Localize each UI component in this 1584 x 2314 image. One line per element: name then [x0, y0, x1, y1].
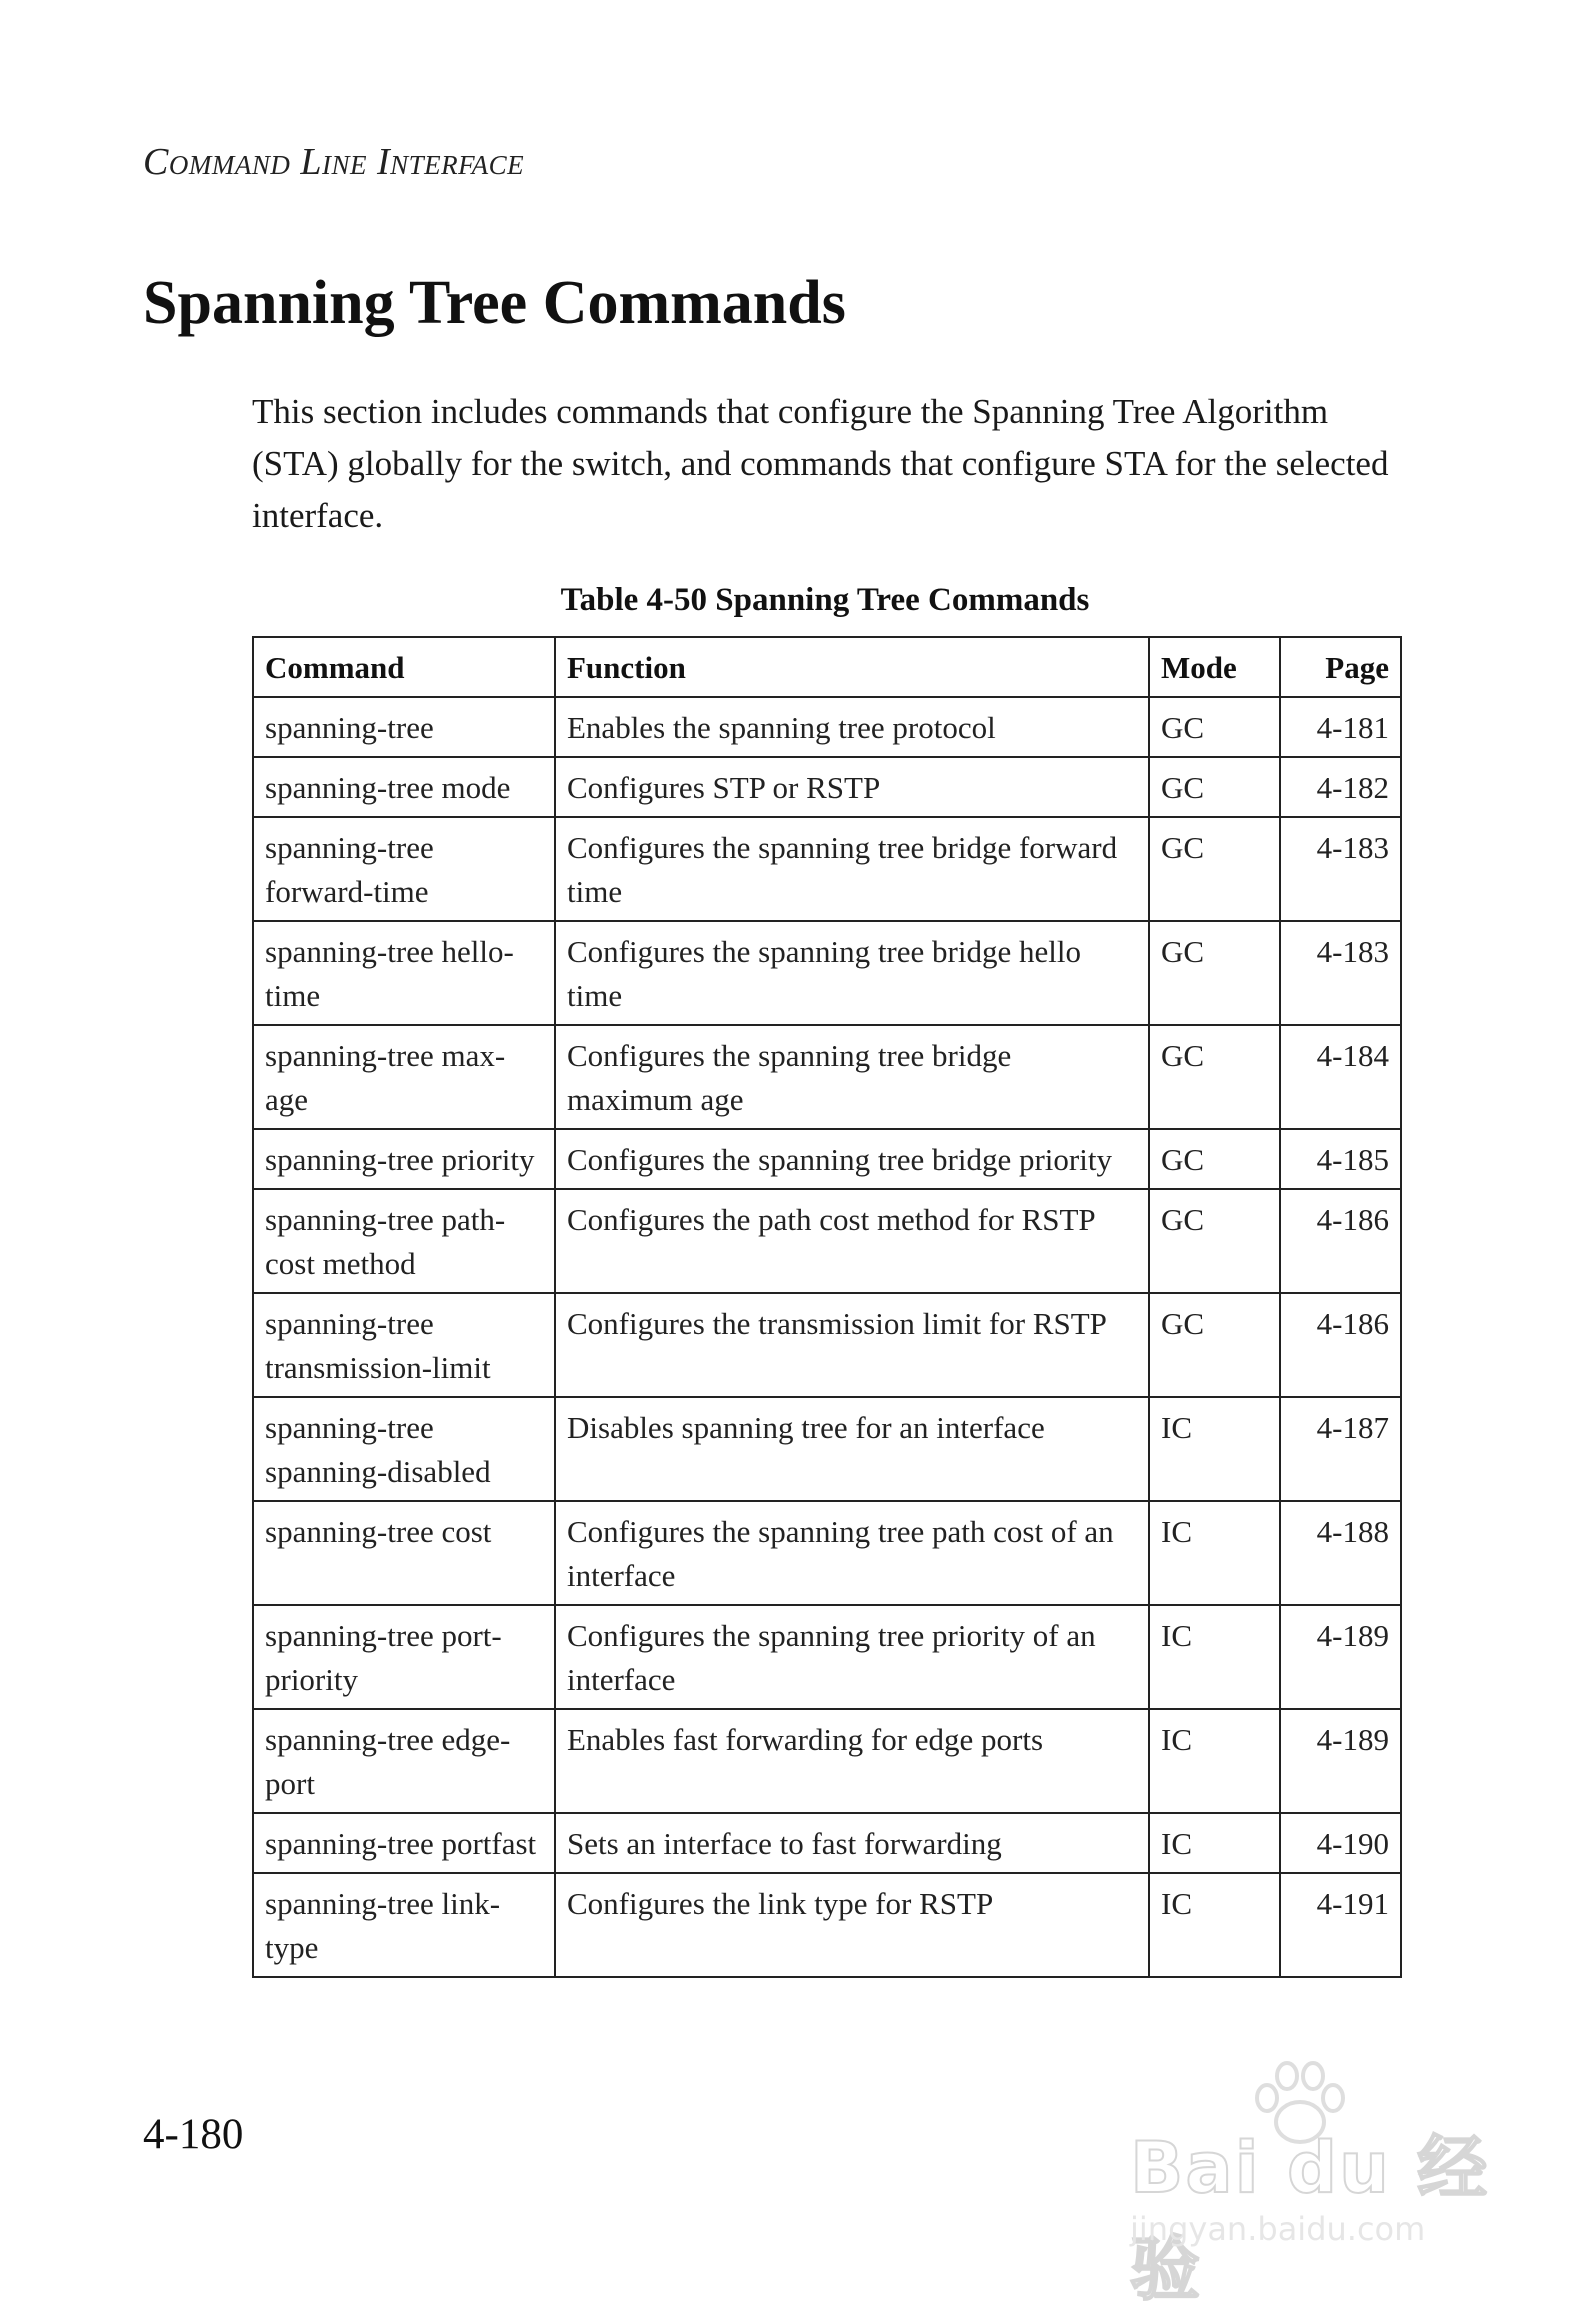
table-row: [253, 1605, 1401, 1709]
cell-mode: IC: [1149, 1813, 1280, 1873]
cell-command: spanning-tree: [253, 697, 555, 757]
cell-mode: IC: [1149, 1873, 1280, 1977]
table-row: [253, 757, 1401, 817]
cell-function: Configures the link type for RSTP: [555, 1873, 1149, 1977]
cell-page: 4-188: [1280, 1501, 1401, 1605]
cell-command: spanning-tree priority: [253, 1129, 555, 1189]
cell-mode: GC: [1149, 757, 1280, 817]
cell-command: spanning-tree link-type: [253, 1873, 555, 1977]
table-row: [253, 1025, 1401, 1129]
cell-command: spanning-tree forward-time: [253, 817, 555, 921]
table-row: [253, 921, 1401, 1025]
cell-page: 4-187: [1280, 1397, 1401, 1501]
table-header-row: [253, 637, 1401, 697]
cell-page: 4-184: [1280, 1025, 1401, 1129]
cell-page: 4-186: [1280, 1189, 1401, 1293]
cell-function: Configures the spanning tree bridge priority: [555, 1129, 1149, 1189]
cell-mode: IC: [1149, 1709, 1280, 1813]
table-row: [253, 697, 1401, 757]
cell-command: spanning-tree portfast: [253, 1813, 555, 1873]
cell-command: spanning-tree cost: [253, 1501, 555, 1605]
cell-function: Configures the spanning tree path cost of an interface: [555, 1501, 1149, 1605]
page-number: 4-180: [143, 2111, 244, 2158]
cell-function: Configures the spanning tree bridge forward time: [555, 817, 1149, 921]
table-row: [253, 1189, 1401, 1293]
table-row: [253, 1129, 1401, 1189]
cell-mode: IC: [1149, 1397, 1280, 1501]
cell-command: spanning-tree max-age: [253, 1025, 555, 1129]
cell-page: 4-190: [1280, 1813, 1401, 1873]
cell-function: Disables spanning tree for an interface: [555, 1397, 1149, 1501]
cell-mode: IC: [1149, 1605, 1280, 1709]
table-row: [253, 1397, 1401, 1501]
table-row: [253, 817, 1401, 921]
cell-page: 4-183: [1280, 817, 1401, 921]
table-row: [253, 1709, 1401, 1813]
table-row: [253, 1293, 1401, 1397]
cell-function: Enables the spanning tree protocol: [555, 697, 1149, 757]
cell-function: Configures the spanning tree priority of an interface: [555, 1605, 1149, 1709]
cell-mode: IC: [1149, 1501, 1280, 1605]
cell-function: Enables fast forwarding for edge ports: [555, 1709, 1149, 1813]
running-header: Command Line Interface: [143, 141, 525, 183]
cell-command: spanning-tree mode: [253, 757, 555, 817]
commands-table: [252, 636, 1402, 1978]
cell-mode: GC: [1149, 697, 1280, 757]
cell-command: spanning-tree transmission-limit: [253, 1293, 555, 1397]
cell-mode: GC: [1149, 921, 1280, 1025]
cell-command: spanning-tree hello-time: [253, 921, 555, 1025]
cell-page: 4-189: [1280, 1605, 1401, 1709]
cell-function: Configures the spanning tree bridge hello time: [555, 921, 1149, 1025]
intro-paragraph: This section includes commands that configure the Spanning Tree Algorithm (STA) globally for the switch, and commands that configure STA for the selected interface.: [252, 392, 1389, 535]
cell-page: 4-185: [1280, 1129, 1401, 1189]
table-row: [253, 1501, 1401, 1605]
cell-function: Configures the spanning tree bridge maximum age: [555, 1025, 1149, 1129]
cell-page: 4-191: [1280, 1873, 1401, 1977]
baidu-watermark: [1100, 2060, 1500, 2310]
column-header-command: Command: [253, 637, 555, 697]
cell-page: 4-181: [1280, 697, 1401, 757]
cell-command: spanning-tree port-priority: [253, 1605, 555, 1709]
table-row: [253, 1813, 1401, 1873]
cell-function: Configures the transmission limit for RSTP: [555, 1293, 1149, 1397]
cell-mode: GC: [1149, 817, 1280, 921]
table-row: [253, 1873, 1401, 1977]
watermark-brand: Bai du 经验: [1130, 2127, 1490, 2310]
cell-page: 4-183: [1280, 921, 1401, 1025]
cell-mode: GC: [1149, 1293, 1280, 1397]
cell-mode: GC: [1149, 1189, 1280, 1293]
column-header-page: Page: [1280, 637, 1401, 697]
column-header-mode: Mode: [1149, 637, 1280, 697]
cell-mode: GC: [1149, 1129, 1280, 1189]
cell-function: Configures the path cost method for RSTP: [555, 1189, 1149, 1293]
cell-page: 4-186: [1280, 1293, 1401, 1397]
watermark-url: jingyan.baidu.com: [1130, 2210, 1426, 2248]
cell-command: spanning-tree path-cost method: [253, 1189, 555, 1293]
cell-function: Configures STP or RSTP: [555, 757, 1149, 817]
page-title: Spanning Tree Commands: [143, 269, 846, 337]
cell-command: spanning-tree edge-port: [253, 1709, 555, 1813]
column-header-function: Function: [555, 637, 1149, 697]
cell-function: Sets an interface to fast forwarding: [555, 1813, 1149, 1873]
cell-mode: GC: [1149, 1025, 1280, 1129]
cell-page: 4-182: [1280, 757, 1401, 817]
cell-command: spanning-tree spanning-disabled: [253, 1397, 555, 1501]
cell-page: 4-189: [1280, 1709, 1401, 1813]
table-caption: Table 4-50 Spanning Tree Commands: [560, 582, 1090, 618]
